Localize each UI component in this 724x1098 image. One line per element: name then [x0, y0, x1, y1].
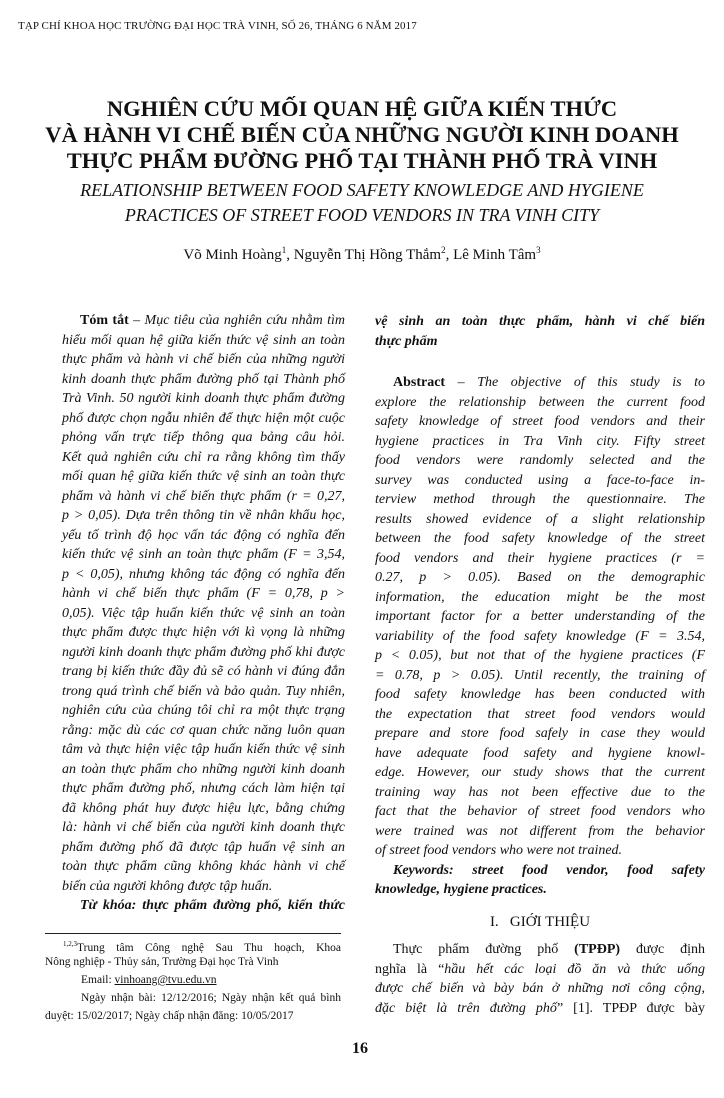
text-line: an toàn thực phẩm cho những người kinh doanh [62, 761, 345, 777]
author-affiliation-mark: 3 [536, 245, 541, 255]
intro-line [375, 940, 705, 960]
text-line: rằng: mặc dù các cơ quan chức năng luôn quan [62, 722, 345, 738]
section-heading: I. GIỚI THIỆU [489, 914, 591, 930]
text-line: of street food vendors who were not trained. [375, 843, 623, 858]
footnote-mark: 1,2,3 [63, 940, 77, 948]
abstract-en-text: – The objective of this study is to [445, 375, 705, 390]
text-line: toàn thực phẩm cũng không khác hành vi chế [62, 859, 345, 874]
text-line: phỏng vấn trực tiếp thông qua bảng câu hỏi. [62, 430, 345, 445]
text-line: information, the education might be the most [375, 589, 705, 605]
abstract-vi-label: Tóm tắt [80, 313, 129, 328]
intro-abbreviation: (TPĐP) [574, 942, 621, 957]
text-line: p < 0,05), nhưng không tác động có nghĩa đến [62, 566, 345, 582]
author-separator: , [445, 247, 454, 263]
keywords-en-label: Keywords: [393, 862, 454, 878]
text-line: kinh doanh thực phẩm đường phố tại Thành phố [62, 371, 345, 387]
text-line: 0,05). Việc tập huấn kiến thức vệ sinh an toàn [62, 605, 345, 621]
text-line: thực phẩm được thực hiện với kì vọng là những [62, 625, 345, 640]
text-line: safety knowledge of street food vendors and their [375, 414, 705, 429]
intro-line: được chế biến và bày bán ở những nơi công cộng, [375, 981, 705, 996]
author-name: Nguyễn Thị Hồng Thắm [293, 247, 442, 263]
abstract-en [375, 373, 705, 900]
text-line: đã không phát huy được hiệu lực, bằng chứng [62, 800, 345, 816]
text-line: nghiên cứu của chúng tôi chỉ ra một thực trạng [62, 703, 345, 718]
authors [0, 245, 724, 264]
text-line: thực phẩm đường phố, nhưng cách làm hiện tại [62, 781, 345, 796]
keywords-vi-first-line [62, 896, 345, 916]
author-name: Lê Minh Tâm [453, 247, 537, 263]
text-line: edge. However, our study shows that the current [375, 765, 705, 780]
text-line: yếu tố trình độ học vấn tác động có nghĩa đến [62, 527, 345, 543]
text-line: p < 0.05), but not that of the hygiene practices (F [375, 648, 705, 663]
text-line: biến của người không được tập huấn. [62, 878, 273, 894]
keywords-vi-line: vệ sinh an toàn thực phẩm, hành vi chế biến [375, 314, 705, 329]
text-line: trong quá trình chế biến và bảo quản. Tuy nhiên, [62, 683, 345, 699]
text-line: trang bị kiến thức đầy đủ sẽ có hành vi đúng đắn [62, 664, 345, 679]
text-line: have adequate food safety and hygiene knowl- [375, 745, 705, 761]
footnote-affiliation: Nông nghiệp - Thủy sản, Trường Đại học Trà Vinh [45, 956, 279, 968]
keywords-vi-line: thực phẩm [375, 333, 438, 349]
footnote-divider [45, 933, 341, 934]
text-line: người kinh doanh thực phẩm đường phố khi được [62, 644, 345, 660]
title-line: PRACTICES OF STREET FOOD VENDORS IN TRA VINH CITY [124, 205, 600, 225]
text-line: mối quan hệ giữa kiến thức vệ sinh an toàn thực [62, 469, 345, 484]
text-line: the expectation that street food vendors would [375, 706, 705, 722]
left-column [62, 311, 345, 916]
text-line: were trained was not different from the behavior [375, 823, 705, 839]
intro-line [375, 960, 705, 980]
title-line: NGHIÊN CỨU MỐI QUAN HỆ GIỮA KIẾN THỨC [106, 96, 618, 121]
author-name: Võ Minh Hoàng [183, 247, 282, 263]
page-number: 16 [352, 1040, 368, 1057]
text-line: terview method through the questionnaire. The [375, 492, 705, 507]
text-line: survey was conducted using a face-to-face in- [375, 472, 705, 488]
text-line: phẩm và hành vi chế biến thực phẩm (r = 0,27, [62, 488, 345, 504]
text-line: prepare and store food safely in case they would [375, 726, 705, 741]
text-line: training way has not been effective due to the [375, 784, 705, 800]
text-line: explore the relationship between the current food [375, 394, 705, 410]
email-label: Email: [81, 974, 115, 986]
right-column-top [375, 312, 705, 351]
text-line: kiến thức vệ sinh an toàn thực phẩm (F = 3,54, [62, 547, 345, 562]
keywords-vi-label: Từ khóa: [80, 898, 137, 913]
text-line: là: hành vi chế biến của người kinh doanh thực [62, 820, 345, 835]
intro-text: Thực phẩm đường phố [393, 942, 575, 957]
text-line: fact that the behavior of street food vendors who [375, 804, 705, 819]
intro-text: được định [620, 942, 705, 957]
text-line: thực phẩm và hành vi chế biến của những người [62, 352, 345, 367]
text-line: food vendors and their hygiene practices (r = [375, 550, 705, 566]
text-line: Kết quả nghiên cứu chỉ ra rằng không tìm thấy [62, 449, 345, 465]
text-line: = 0.78, p > 0.05). Until recently, the training of [375, 667, 705, 683]
footnote-dates: duyệt: 15/02/2017; Ngày chấp nhận đăng: 10/05/2017 [45, 1010, 294, 1022]
intro-text: ” [1]. TPĐP được bày [556, 1000, 705, 1016]
text-line: phố được chọn ngẫu nhiên để thực hiện một cuộc [62, 410, 345, 426]
text-line: p > 0,05). Dựa trên thông tin về nhân khẩu học, [62, 508, 345, 523]
keywords-vi-text: thực phẩm đường phố, kiến thức [136, 898, 346, 913]
email-link[interactable]: vinhoang@tvu.edu.vn [114, 974, 217, 986]
text-line: important factor for a better understanding of the [375, 609, 705, 624]
text-line: phẩm đường phố đã được tập huấn vệ sinh an [62, 839, 345, 855]
author-affiliation-mark: 2 [441, 245, 446, 255]
text-line: hiểu mối quan hệ giữa kiến thức vệ sinh an toàn [62, 332, 345, 348]
title-line: RELATIONSHIP BETWEEN FOOD SAFETY KNOWLEDGE AND HYGIENE [80, 180, 644, 200]
abstract-vi-first-line [62, 311, 345, 331]
text-line: between the food safety knowledge of the street [375, 531, 705, 546]
title-line: THỰC PHẨM ĐƯỜNG PHỐ TẠI THÀNH PHỐ TRÀ VINH [66, 148, 658, 173]
footnote-affiliation [45, 935, 341, 953]
intro-quote: đặc biệt là trên đường phố [375, 1000, 557, 1016]
footnote-email-line [45, 971, 341, 989]
text-line: hành vi chế biến thực phẩm (F = 0,78, p > [62, 586, 345, 601]
author-affiliation-mark: 1 [281, 245, 287, 255]
abstract-vi-text: – Mục tiêu của nghiên cứu nhằm tìm [128, 313, 345, 328]
english-title [0, 178, 724, 228]
journal-header: TẠP CHÍ KHOA HỌC TRƯỜNG ĐẠI HỌC TRÀ VINH, SỐ 26, THÁNG 6 NĂM 2017 [18, 20, 417, 32]
footnotes [45, 935, 341, 1025]
footnote-dates: Ngày nhận bài: 12/12/2016; Ngày nhận kết quả bình [81, 992, 341, 1004]
intro-text: nghĩa là “ [375, 961, 445, 977]
text-line: food vendors were randomly selected and the [375, 453, 705, 468]
text-line: variability of the food safety knowledge (F = 3.54, [375, 628, 705, 644]
title-line: VÀ HÀNH VI CHẾ BIẾN CỦA NHỮNG NGƯỜI KINH DOANH [45, 122, 679, 147]
intro-line [375, 999, 705, 1019]
text-line: hygiene practices in Tra Vinh city. Fifty street [375, 433, 705, 449]
text-line: 0.27, p > 0.05). Based on the demographic [375, 570, 705, 585]
author-separator: , [286, 247, 294, 263]
intro-quote: hầu hết các loại đồ ăn và thức uống [444, 961, 706, 977]
text-line: results showed evidence of a slight relationship [375, 511, 705, 527]
footnote-text: Trung tâm Công nghệ Sau Thu hoạch, Khoa [77, 941, 341, 954]
keywords-en-first-line [375, 861, 705, 881]
keywords-en-line: knowledge, hygiene practices. [375, 882, 547, 897]
abstract-en-body [375, 393, 705, 861]
text-line: food safety knowledge has been conducted with [375, 687, 705, 702]
abstract-vi-body [62, 331, 345, 897]
abstract-en-first-line [375, 373, 705, 393]
keywords-en-text: street food vendor, food safety [453, 862, 705, 878]
text-line: tâm và thực hiện việc tập huấn kiến thức vệ sinh [62, 742, 345, 757]
vietnamese-title [0, 96, 724, 174]
abstract-en-label: Abstract [393, 375, 446, 390]
introduction-paragraph [375, 940, 705, 1018]
text-line: Trà Vinh. 50 người kinh doanh thực phẩm đường [62, 391, 345, 406]
